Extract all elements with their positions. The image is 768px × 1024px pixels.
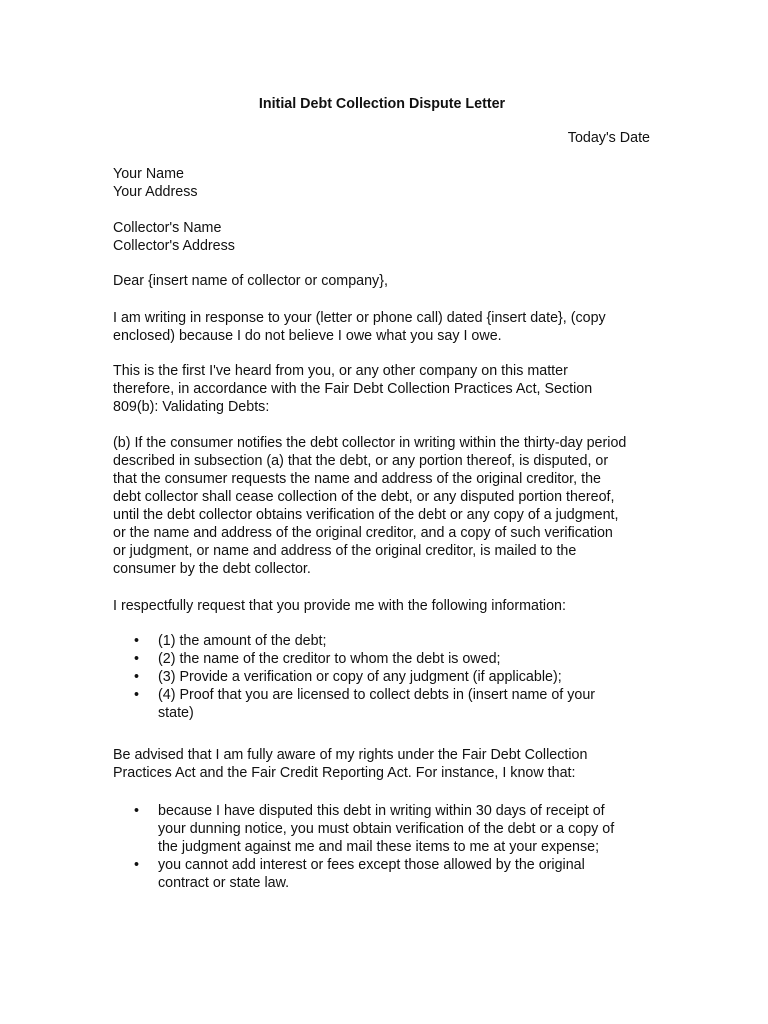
recipient-address: Collector's Address [113, 238, 235, 254]
list-item [113, 802, 633, 856]
list-item-text: contract or state law. [158, 875, 290, 891]
paragraph-line: therefore, in accordance with the Fair Debt Collection Practices Act, Section [113, 381, 593, 397]
information-request-list [113, 632, 633, 722]
paragraph-rights [113, 746, 658, 782]
paragraph-line: I respectfully request that you provide me with the following information: [113, 598, 566, 614]
bullet-icon: • [134, 857, 140, 873]
sender-name: Your Name [113, 166, 184, 182]
paragraph-line: described in subsection (a) that the debt, or any portion thereof, is disputed, or [113, 453, 609, 469]
paragraph-line: until the debt collector obtains verification of the debt or any copy of a judgment, [113, 507, 619, 523]
paragraph-line: (b) If the consumer notifies the debt collector in writing within the thirty-day period [113, 435, 627, 451]
bullet-icon: • [134, 803, 140, 819]
paragraph-line: Be advised that I am fully aware of my rights under the Fair Debt Collection [113, 747, 588, 763]
list-item-text: (3) Provide a verification or copy of any judgment (if applicable); [158, 669, 562, 685]
recipient-name: Collector's Name [113, 220, 222, 236]
list-item-text: (4) Proof that you are licensed to collect debts in (insert name of your [158, 687, 596, 703]
bullet-icon: • [134, 651, 140, 667]
list-item-text: (2) the name of the creditor to whom the debt is owed; [158, 651, 501, 667]
list-item [113, 668, 633, 686]
paragraph-statute-quote [113, 434, 658, 578]
paragraph-response [113, 309, 658, 345]
list-item [113, 632, 633, 650]
paragraph-first-heard [113, 362, 658, 416]
list-item-text: the judgment against me and mail these items to me at your expense; [158, 839, 600, 855]
paragraph-request [113, 597, 658, 615]
paragraph-line: or the name and address of the original creditor, and a copy of such verification [113, 525, 613, 541]
list-item [113, 650, 633, 668]
paragraph-line: Practices Act and the Fair Credit Reporting Act. For instance, I know that: [113, 765, 576, 781]
sender-address: Your Address [113, 184, 198, 200]
paragraph-line: 809(b): Validating Debts: [113, 399, 270, 415]
paragraph-line: that the consumer requests the name and address of the original creditor, the [113, 471, 601, 487]
paragraph-line: or judgment, or name and address of the original creditor, is mailed to the [113, 543, 577, 559]
list-item-text: state) [158, 705, 194, 721]
document-title: Initial Debt Collection Dispute Letter [258, 96, 506, 112]
list-item-text: (1) the amount of the debt; [158, 633, 327, 649]
paragraph-line: debt collector shall cease collection of the debt, or any disputed portion thereof, [113, 489, 615, 505]
bullet-icon: • [134, 687, 140, 703]
list-item-text: you cannot add interest or fees except those allowed by the original [158, 857, 585, 873]
paragraph-line: This is the first I've heard from you, or any other company on this matter [113, 363, 568, 379]
letter-date: Today's Date [567, 130, 650, 146]
paragraph-line: enclosed) because I do not believe I owe what you say I owe. [113, 328, 502, 344]
rights-list [113, 802, 633, 892]
recipient-block [113, 219, 658, 255]
paragraph-line: consumer by the debt collector. [113, 561, 311, 577]
bullet-icon: • [134, 633, 140, 649]
paragraph-line: I am writing in response to your (letter or phone call) dated {insert date}, (copy [113, 310, 606, 326]
list-item [113, 686, 633, 722]
list-item-text: because I have disputed this debt in writing within 30 days of receipt of [158, 803, 605, 819]
list-item [113, 856, 633, 892]
bullet-icon: • [134, 669, 140, 685]
list-item-text: your dunning notice, you must obtain verification of the debt or a copy of [158, 821, 615, 837]
sender-block [113, 165, 658, 201]
salutation [113, 272, 658, 290]
salutation-text: Dear {insert name of collector or company}, [113, 273, 388, 289]
